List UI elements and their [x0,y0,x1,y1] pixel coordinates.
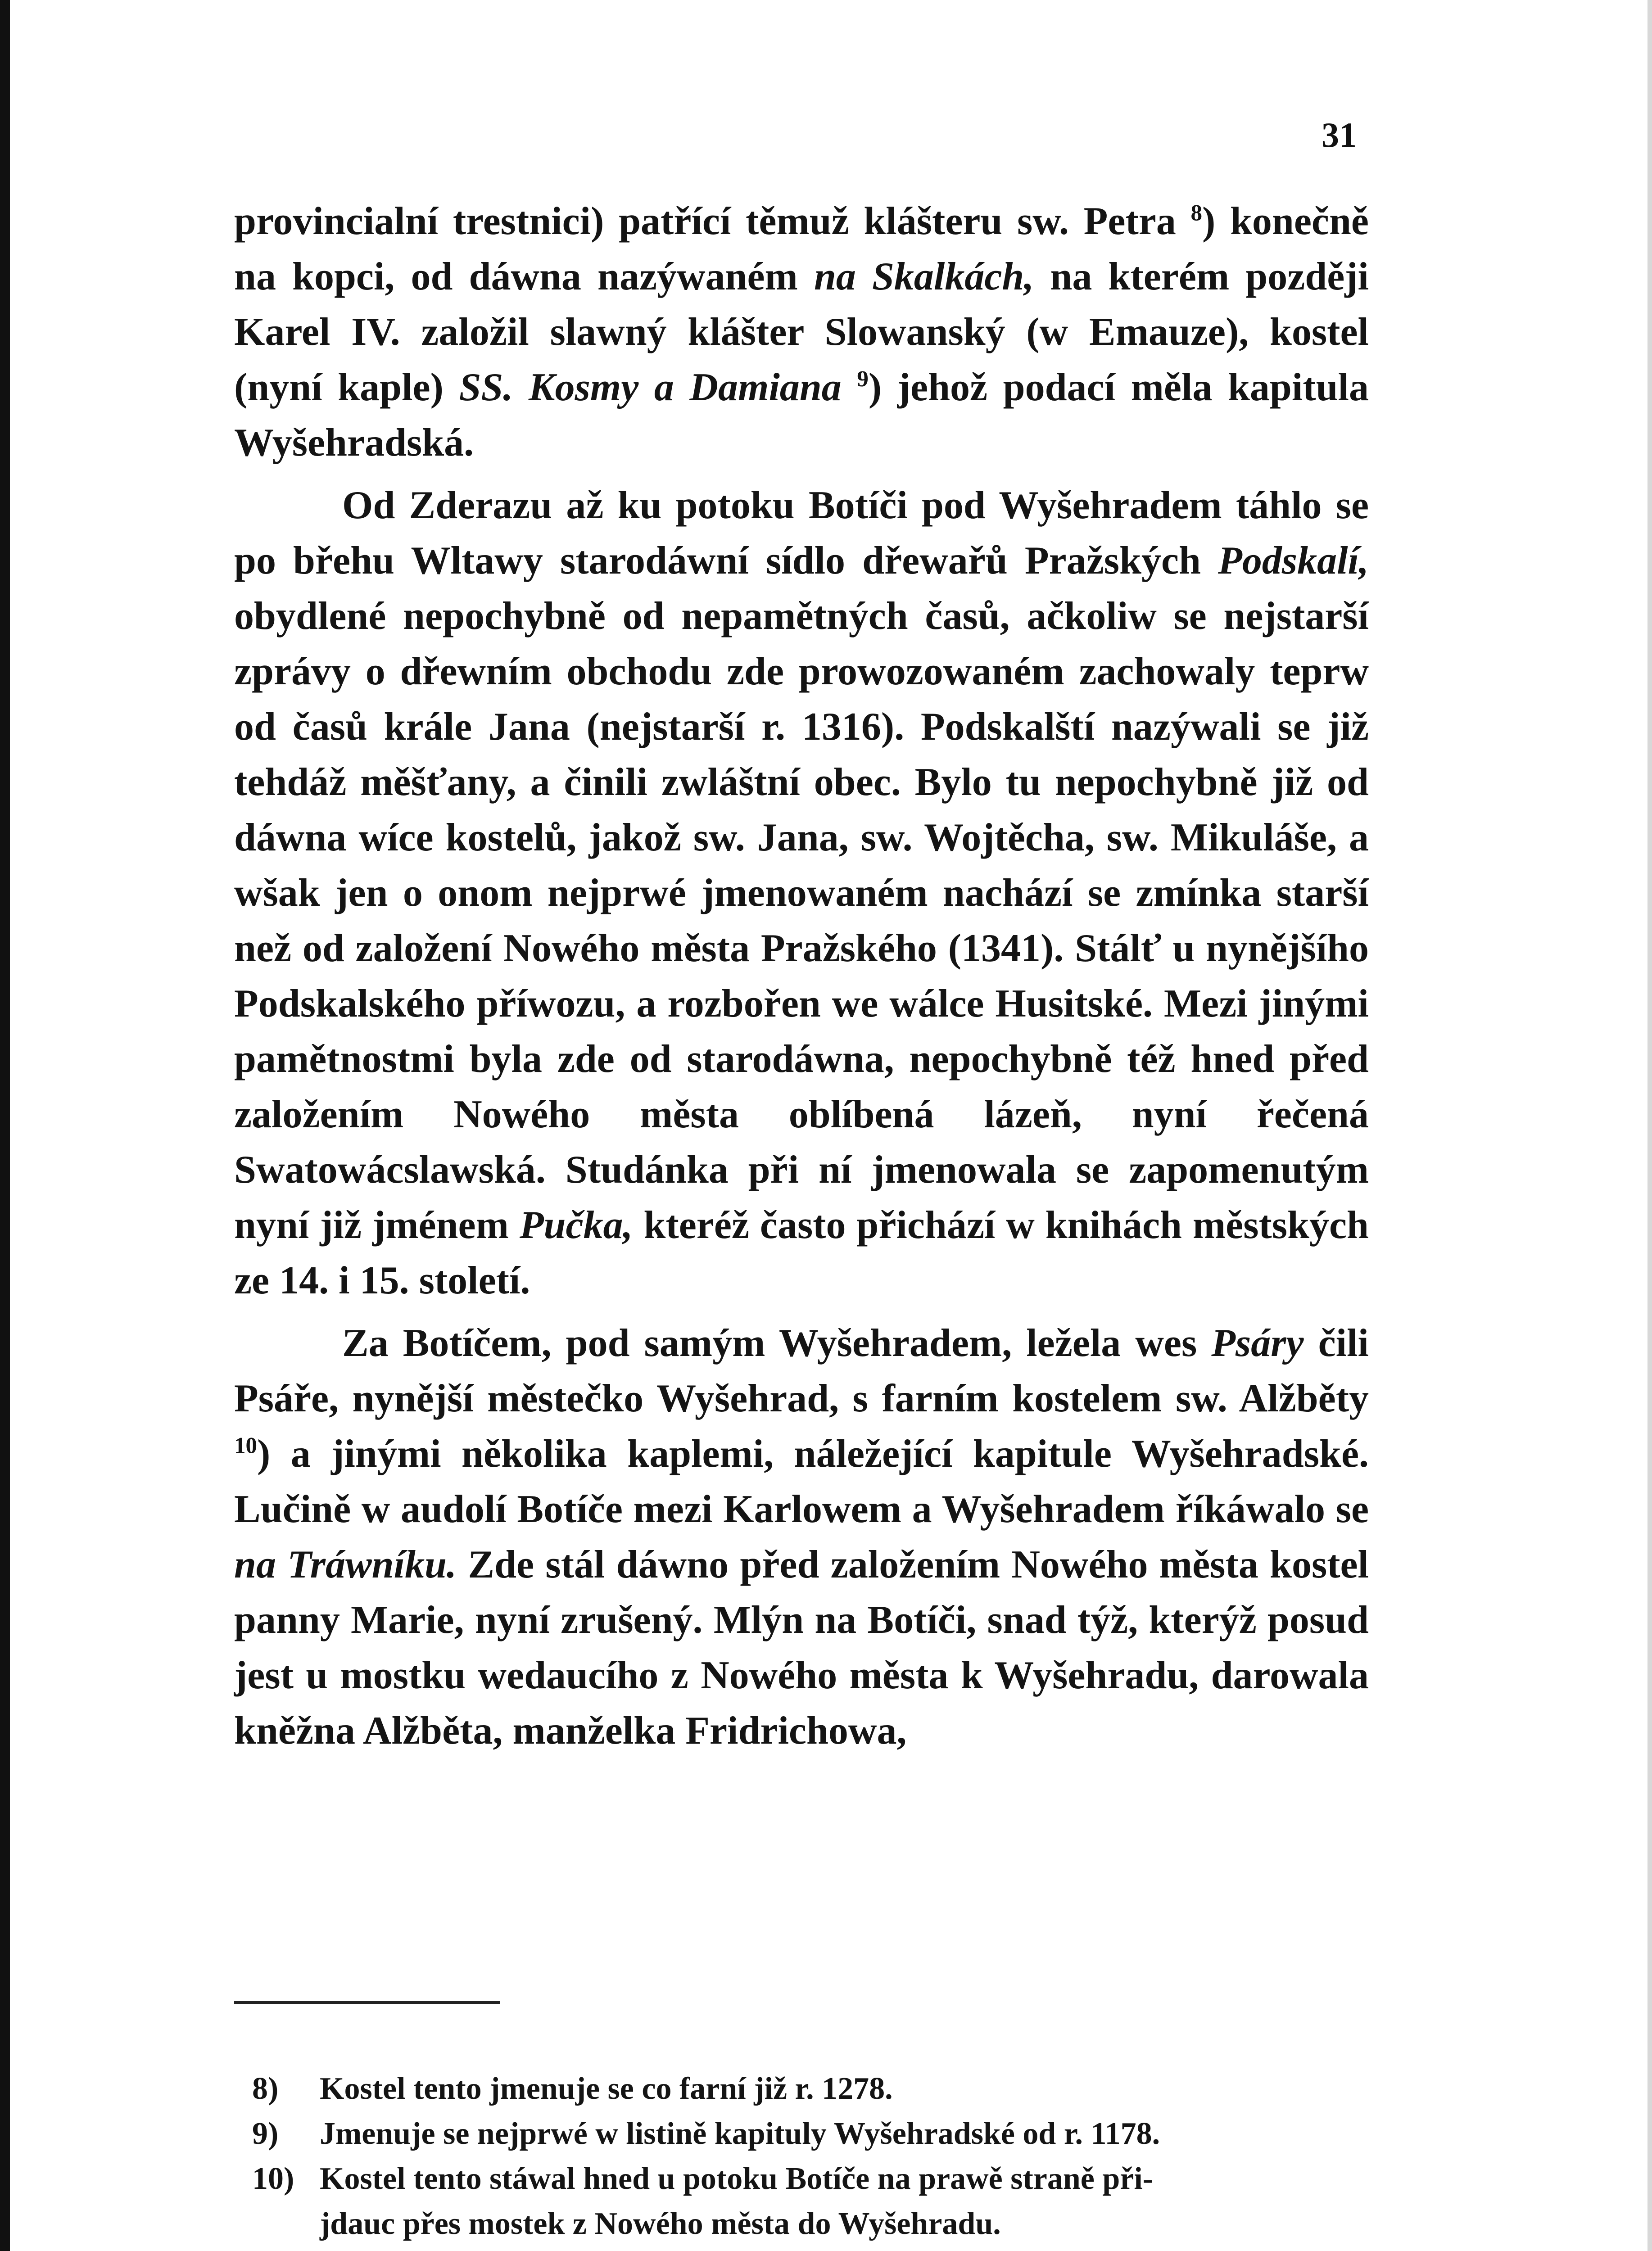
text-run: ) konečně na kopci, od dáwna nazýwaném [234,199,1369,298]
italic-text: na Skalkách, [814,255,1034,298]
text-run: na kterém později Karel IV. založil slawný klášter Slowanský (w Emauze), kostel (nyní kaple) [234,255,1369,409]
footnote-number: 8) [252,2071,279,2106]
footnote-ref: 9 [857,366,869,392]
italic-text: SS. Kosmy a Damiana [459,366,842,409]
text-run: obydlené nepochybně od nepamětných časů, ačkoliw se nejstarší zprávy o dřewním obchodu zde prowozowaném zachowaly teprw od časů krále Jana (nejstarší r. 1316). Podskalští nazýwali se již tehdáž měšťany, a činili zwláštní obec. Bylo tu nepochybně již od dáwna wíce kostelů, jakož sw. Jana, sw. Wojtěcha, sw. Mikuláše, a wšak jen o onom nejprwé jmenowaném nachází se zmínka starší než od založení Nowého města Pražského (1341). Stálť u nynějšího Podskalského příwozu, a rozbořen we wálce Husitské. Mezi jinými pamětnostmi byla zde od starodáwna, nepochybně též hned před založením Nowého města oblíbená lázeň, nyní řečená Swatowácslawská. Studánka při ní jmenowala se zapomenutým nyní již jménem [234,594,1369,1247]
footnote-text: Jmenuje se nejprwé w listině kapituly Wyšehradské od r. 1178. [320,2116,1160,2151]
paragraph-2 [234,478,1369,1308]
scan-edge-right [1647,0,1652,2251]
text-run: Za Botíčem, pod samým Wyšehradem, ležela wes [342,1321,1212,1365]
footnotes [252,2066,1369,2246]
text-run: provincialní trestnici) patřící těmuž klášteru sw. Petra [234,199,1191,243]
text-run: Od Zderazu až ku potoku Botíči pod Wyšehradem táhlo se po břehu Wltawy starodáwní sídlo dřewařů Pražských [234,484,1369,583]
footnote-text: Kostel tento stáwal hned u potoku Botíče na prawě straně při- [320,2161,1154,2196]
footnote-number: 9) [252,2116,279,2151]
text-run: Zde stál dáwno před založením Nowého města kostel panny Marie, nyní zrušený. Mlýn na Botíči, snad týž, kterýž posud jest u mostku wedaucího z Nowého města k Wyšehradu, darowala kněžna Alžběta, manželka Fridrichowa, [234,1543,1369,1753]
text-run [842,366,857,409]
text-run: ) a jinými několika kaplemi, náležející kapitule Wyšehradské. Lučině w audolí Botíče mezi Karlowem a Wyšehradem říkáwalo se [234,1432,1369,1531]
footnote-9 [252,2111,1369,2156]
footnote-number: 10) [252,2161,294,2196]
footnote-ref: 8 [1190,200,1203,226]
paragraph-3 [234,1315,1369,1758]
italic-text: Podskalí, [1218,539,1369,583]
page-number: 31 [1322,115,1357,154]
text-run: ) jehož podací měla kapitula Wyšehradská. [234,366,1369,465]
italic-text: Psáry [1211,1321,1304,1365]
footnote-10 [252,2156,1369,2201]
footnote-rule [234,2001,500,2004]
footnote-10-continuation: jdauc přes mostek z Nowého města do Wyšehradu. [320,2206,1001,2241]
scan-edge-left [0,0,10,2251]
footnote-8 [252,2066,1369,2111]
paragraph-1 [234,194,1369,470]
italic-text: Pučka, [519,1203,633,1247]
footnote-text: Kostel tento jmenuje se co farní již r. 1278. [320,2071,893,2106]
footnote-ref: 10 [234,1433,258,1459]
text-run: kteréž často přichází w knihách městských ze 14. i 15. století. [234,1203,1369,1302]
text-run: čili Psáře, nynější městečko Wyšehrad, s farním kostelem sw. Alžběty [234,1321,1369,1420]
main-text [234,194,1369,1758]
italic-text: na Tráwníku. [234,1543,457,1587]
